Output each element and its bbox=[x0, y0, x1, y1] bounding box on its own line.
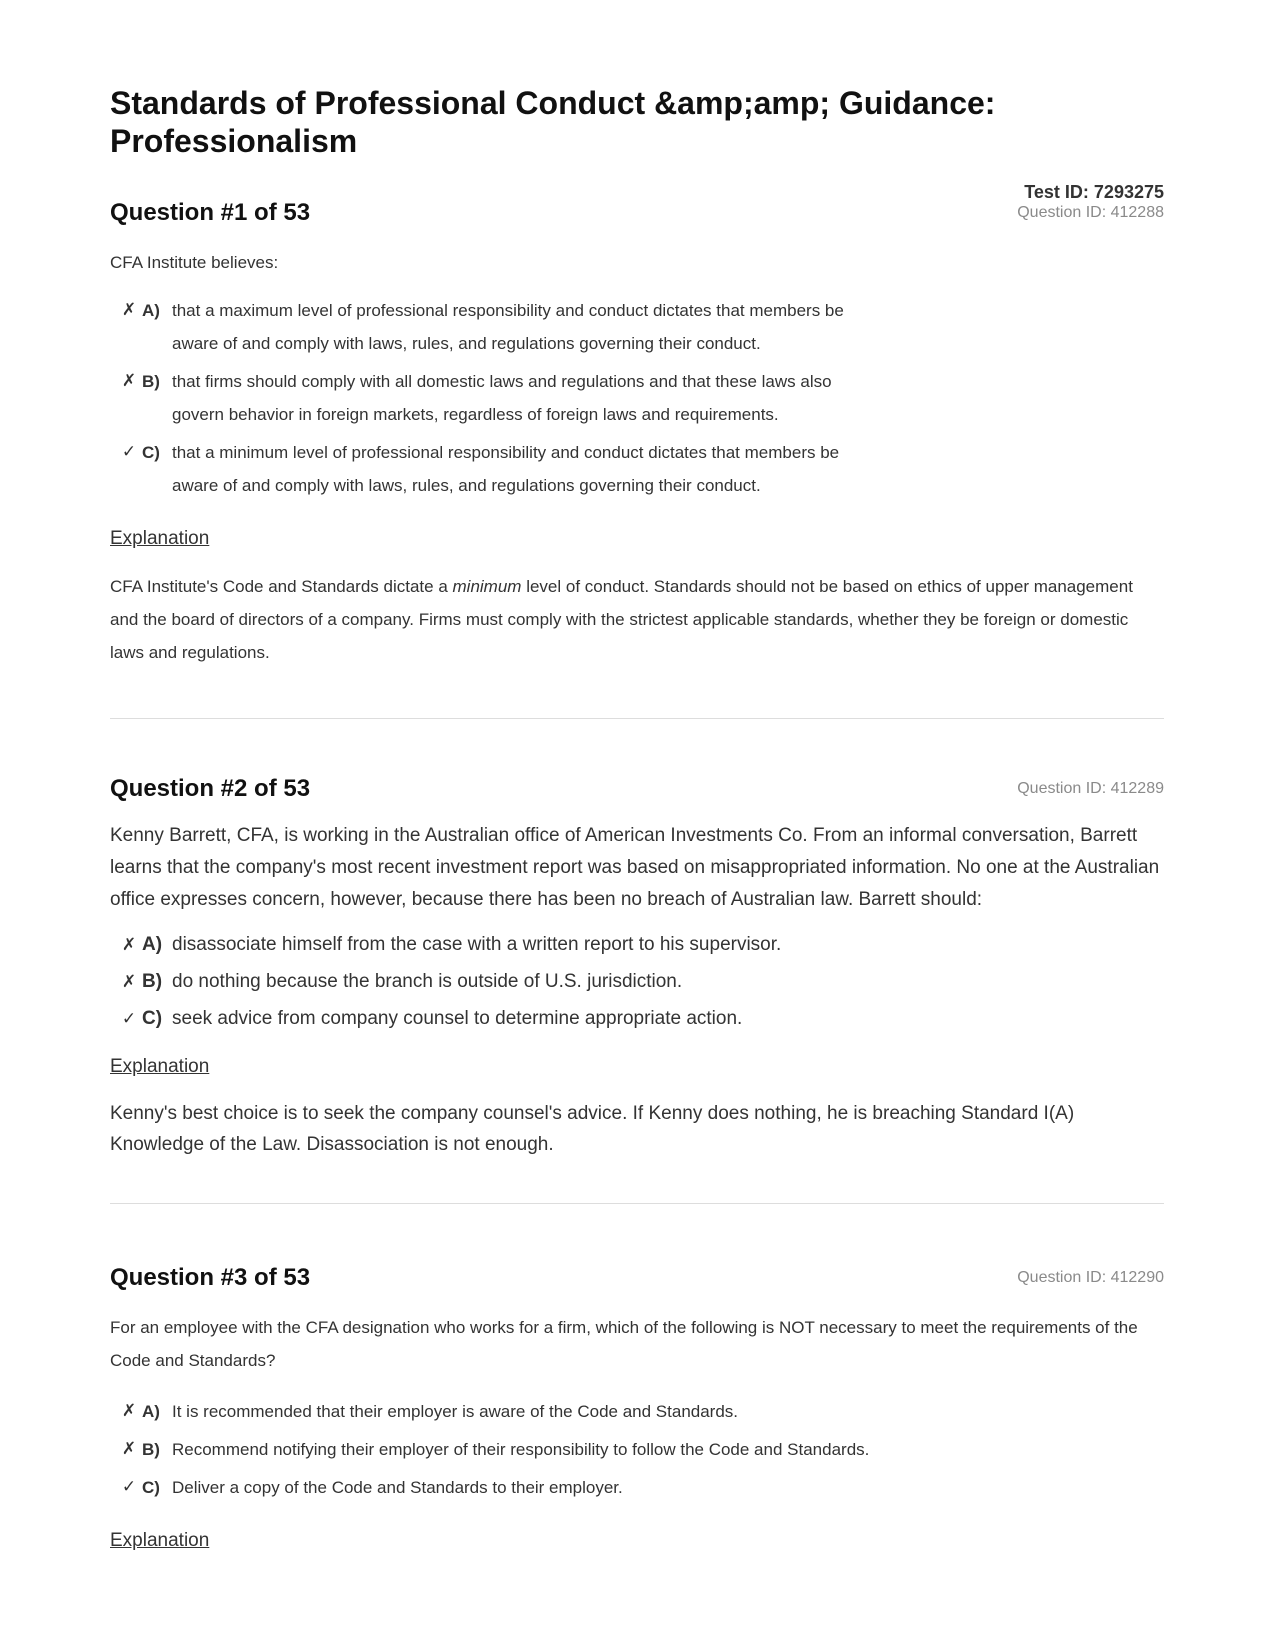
question-header bbox=[110, 774, 1164, 808]
answer-option-c bbox=[110, 436, 1164, 502]
answer-text: do nothing because the branch is outside of U.S. jurisdiction. bbox=[172, 971, 683, 992]
explanation-text bbox=[110, 570, 1164, 669]
test-id: Test ID: 7293275 bbox=[1024, 182, 1164, 202]
explanation-emphasis: minimum bbox=[452, 577, 522, 596]
answer-option-b bbox=[110, 967, 1164, 997]
answer-letter: B) bbox=[142, 1440, 160, 1459]
correct-check-icon: ✓ bbox=[121, 442, 137, 462]
answer-list bbox=[110, 930, 1164, 1034]
question-id: Question ID: 412289 bbox=[1017, 780, 1164, 797]
answer-text: that a maximum level of professional responsibility and conduct dictates that members be aware of and comply with laws, rules, and regulations governing their conduct. bbox=[172, 301, 844, 353]
answer-option-a bbox=[110, 1395, 1164, 1428]
answer-option-a bbox=[110, 930, 1164, 960]
explanation-text: Kenny's best choice is to seek the company counsel's advice. If Kenny does nothing, he is breaching Standard I(A) Knowledge of the Law. Disassociation is not enough. bbox=[110, 1103, 1075, 1155]
answer-option-c bbox=[110, 1471, 1164, 1504]
question-id: Question ID: 412290 bbox=[1017, 1269, 1164, 1286]
answer-text: that a minimum level of professional responsibility and conduct dictates that members be aware of and comply with laws, rules, and regulations governing their conduct. bbox=[172, 443, 840, 495]
question-title: Question #3 of 53 bbox=[110, 1264, 311, 1291]
question-stem: For an employee with the CFA designation who works for a firm, which of the following is NOT necessary to meet the requirements of the Code and Standards? bbox=[110, 1318, 1138, 1370]
answer-text: Deliver a copy of the Code and Standards to their employer. bbox=[172, 1478, 623, 1497]
correct-check-icon: ✓ bbox=[121, 1009, 137, 1029]
answer-letter: B) bbox=[142, 372, 160, 391]
answer-letter: B) bbox=[142, 971, 163, 992]
answer-option-a bbox=[110, 294, 1164, 360]
question-1 bbox=[110, 198, 1164, 669]
answer-text: disassociate himself from the case with a written report to his supervisor. bbox=[172, 934, 782, 955]
question-stem: Kenny Barrett, CFA, is working in the Australian office of American Investments Co. From an informal conversation, Barrett learns that the company's most recent investment report was based on misappropriated information. No one at the Australian office expresses concern, however, because there has been no breach of Australian law. Barrett should: bbox=[110, 825, 1160, 910]
incorrect-x-icon: ✗ bbox=[121, 972, 137, 992]
answer-letter: A) bbox=[142, 1402, 160, 1421]
section-divider bbox=[110, 1203, 1164, 1204]
question-stem: CFA Institute believes: bbox=[110, 253, 279, 272]
answer-list bbox=[110, 294, 1164, 502]
incorrect-x-icon: ✗ bbox=[121, 1439, 137, 1459]
answer-option-b bbox=[110, 1433, 1164, 1466]
explanation-link[interactable]: Explanation bbox=[110, 1530, 210, 1551]
question-3 bbox=[110, 1263, 1164, 1552]
document-title: Standards of Professional Conduct &amp;amp; Guidance: Professionalism bbox=[110, 85, 996, 159]
answer-text: It is recommended that their employer is aware of the Code and Standards. bbox=[172, 1402, 739, 1421]
answer-option-b bbox=[110, 365, 1164, 431]
answer-text: that firms should comply with all domestic laws and regulations and that these laws also govern behavior in foreign markets, regardless of foreign laws and requirements. bbox=[172, 372, 832, 424]
answer-letter: A) bbox=[142, 934, 163, 955]
answer-text: Recommend notifying their employer of their responsibility to follow the Code and Standards. bbox=[172, 1440, 870, 1459]
answer-letter: C) bbox=[142, 1478, 160, 1497]
question-2 bbox=[110, 774, 1164, 1160]
question-header bbox=[110, 198, 1164, 232]
correct-check-icon: ✓ bbox=[121, 1477, 137, 1497]
incorrect-x-icon: ✗ bbox=[121, 300, 137, 320]
explanation-text-start: CFA Institute's Code and Standards dictate a bbox=[110, 577, 453, 596]
answer-letter: C) bbox=[142, 1008, 163, 1029]
question-id: Question ID: 412288 bbox=[1017, 204, 1164, 221]
question-header bbox=[110, 1263, 1164, 1297]
answer-letter: C) bbox=[142, 443, 160, 462]
explanation-text-end: level of conduct. Standards should not be based on ethics of upper management and the board of directors of a company. Firms must comply with the strictest applicable standards, whether they be foreign or domestic laws and regulations. bbox=[110, 577, 1133, 662]
incorrect-x-icon: ✗ bbox=[121, 935, 137, 955]
answer-list bbox=[110, 1395, 1164, 1504]
answer-option-c bbox=[110, 1004, 1164, 1034]
answer-text: seek advice from company counsel to determine appropriate action. bbox=[172, 1008, 743, 1029]
incorrect-x-icon: ✗ bbox=[121, 371, 137, 391]
question-title: Question #2 of 53 bbox=[110, 775, 311, 802]
explanation-link[interactable]: Explanation bbox=[110, 528, 210, 549]
answer-letter: A) bbox=[142, 301, 160, 320]
explanation-link[interactable]: Explanation bbox=[110, 1056, 210, 1077]
incorrect-x-icon: ✗ bbox=[121, 1401, 137, 1421]
question-title: Question #1 of 53 bbox=[110, 199, 311, 226]
section-divider bbox=[110, 718, 1164, 719]
